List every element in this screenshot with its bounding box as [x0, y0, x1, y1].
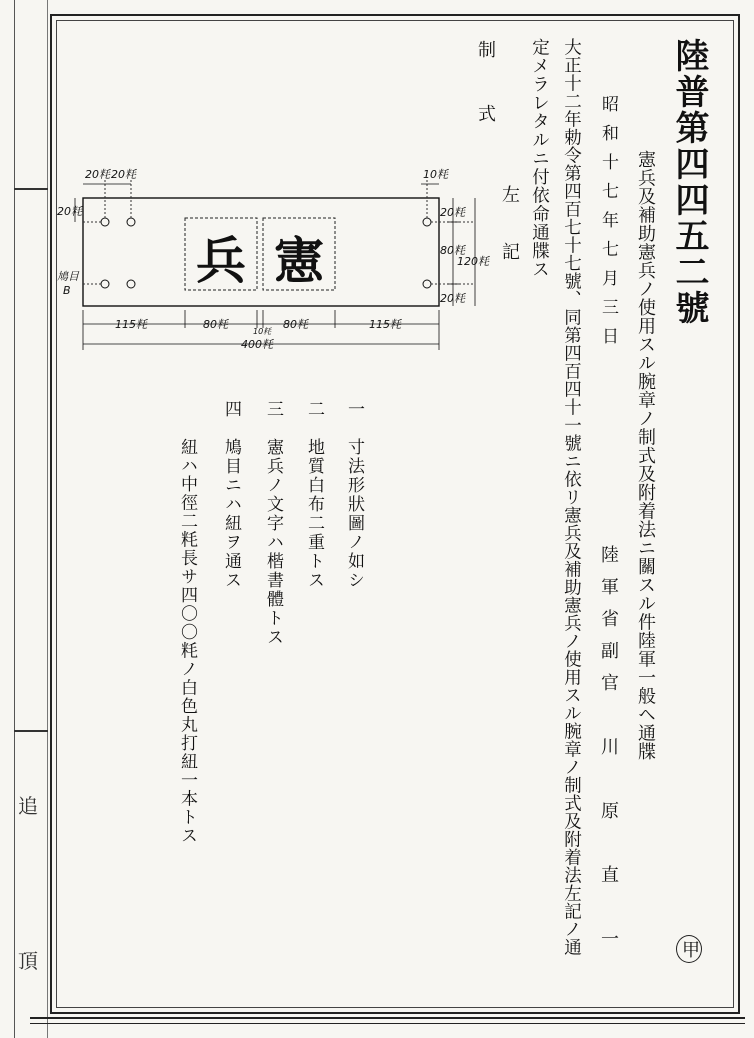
hatome-mark: B: [63, 284, 71, 297]
dim-top-2: 20粍: [111, 168, 136, 181]
dim-bottom-gap: 10粍: [253, 327, 272, 336]
document-date: 昭和十七年七月三日: [598, 95, 618, 356]
item-4-text: 鳩目ニハ紐ヲ通ス: [221, 438, 241, 590]
dim-total: 400粍: [241, 338, 273, 351]
item-3-number: 三: [263, 400, 283, 419]
dim-right-bottom: 20粍: [440, 292, 465, 305]
item-4-note: 紐ハ中徑二粍長サ四〇〇粍ノ白色丸打紐一本トス: [177, 438, 197, 845]
eyelet: [101, 280, 109, 288]
dim-right-total: 120粍: [457, 255, 489, 268]
seishiki-label: 制 式: [475, 40, 496, 136]
margin-tick: [14, 188, 48, 190]
dim-top-1: 20粍: [85, 168, 110, 181]
margin-tick: [14, 730, 48, 732]
item-2-text: 地質白布二重トス: [304, 438, 324, 590]
item-2-number: 二: [304, 400, 324, 419]
armband-diagram: [55, 160, 515, 360]
document-title: 陸普第四四五二號: [669, 38, 709, 326]
margin-char: 頂: [18, 949, 38, 973]
dim-right-top: 20粍: [440, 206, 465, 219]
dim-top-right: 10粍: [423, 168, 448, 181]
dim-left-top: 20粍: [57, 205, 82, 218]
eyelet: [127, 280, 135, 288]
margin-line: [14, 0, 15, 1038]
eyelet: [423, 218, 431, 226]
sahiki-label: 左 記: [499, 185, 520, 261]
item-1-text: 寸法形狀圖ノ如シ: [344, 438, 364, 590]
body-line-1: 大正十二年勅令第四百七十七號、同第四百四十一號ニ依リ憲兵及補助憲兵ノ使用スル腕章ノ制式及附着法左記ノ通: [561, 38, 582, 956]
hatome-label: 鳩目: [57, 270, 79, 283]
dim-bottom-4: 115粍: [369, 318, 401, 331]
eyelet: [127, 218, 135, 226]
margin-char: 追: [18, 794, 38, 818]
eyelet: [101, 218, 109, 226]
dim-right-mid: 80粍: [440, 244, 465, 257]
armband-outline: [83, 198, 439, 306]
char-ken: 憲: [274, 231, 324, 290]
body-line-2: 定メラレタルニ付依命通牒ス: [529, 38, 550, 279]
dim-bottom-3: 80粍: [283, 318, 308, 331]
eyelet: [423, 280, 431, 288]
margin-line: [47, 0, 48, 1038]
kou-mark: 甲: [676, 935, 702, 963]
document-subject: 憲兵及補助憲兵ノ使用スル腕章ノ制式及附着法ニ關スル件陸軍一般ヘ通牒: [635, 150, 656, 761]
dim-bottom-1: 115粍: [115, 318, 147, 331]
item-4-number: 四: [221, 400, 241, 419]
document-sender: 陸軍省副官 川 原 直 一: [598, 545, 619, 961]
item-1-number: 一: [344, 400, 364, 419]
dim-bottom-2: 80粍: [203, 318, 228, 331]
item-3-text: 憲兵ノ文字ハ楷書體トス: [263, 438, 283, 647]
bottom-rule: [30, 1017, 745, 1024]
char-hei: 兵: [196, 231, 246, 290]
